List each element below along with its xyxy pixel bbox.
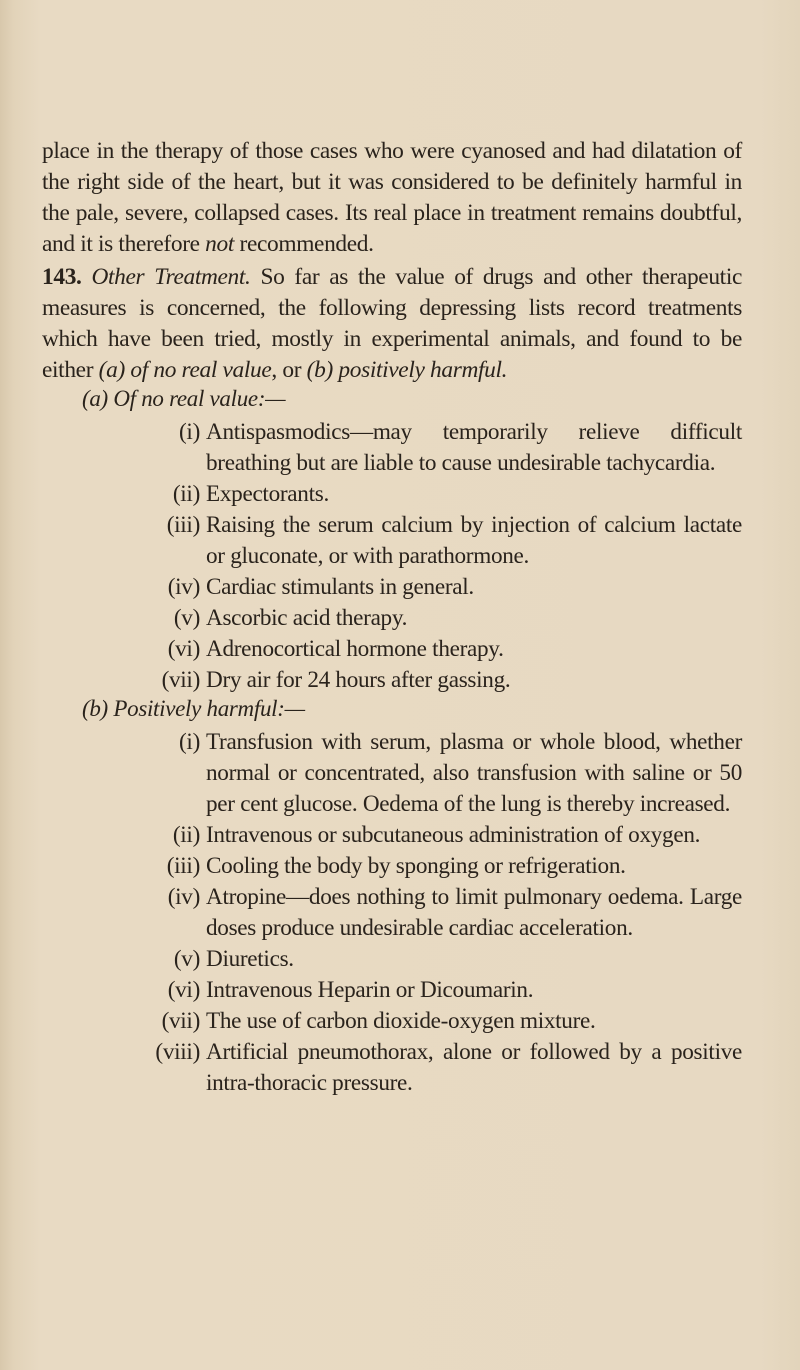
group-a-label: (a) Of no real value:— [82,386,286,411]
item-text: Atropine—does nothing to limit pulmonary oedema. Large doses produce undesirable cardiac acceleration. [206,884,742,941]
section-143-paragraph [42,262,742,386]
emphasis-not: not [205,231,235,257]
text: , or [271,357,307,383]
item-text: Cardiac stimulants in general. [206,574,474,600]
item-text: Expectorants. [206,481,329,507]
item-text: Antispasmodics—may temporarily relieve difficult breathing but are liable to cause undesirable tachycardia. [206,419,742,476]
item-text: Raising the serum calcium by injection of calcium lactate or gluconate, or with parathormone. [206,512,742,569]
item-text: Intravenous or subcutaneous administration of oxygen. [206,822,701,848]
item-number: (vi) [167,636,200,662]
item-text: Ascorbic acid therapy. [206,605,408,631]
item-number: (vii) [161,667,200,693]
text: recommended. [234,231,374,257]
opening-paragraph [42,136,742,260]
item-text: Cooling the body by sponging or refrigeration. [206,853,626,879]
item-number: (vii) [161,1008,200,1034]
item-text: Intravenous Heparin or Dicoumarin. [206,977,534,1003]
emphasis: (b) positively harmful. [306,357,508,383]
item-text: Adrenocortical hormone therapy. [206,636,504,662]
item-text: Dry air for 24 hours after gassing. [206,667,511,693]
item-number: (iii) [166,512,200,538]
text: place in the therapy of those cases who were cyanosed and had dilatation of the right side of the heart, but it was considered to be definitely harmful in the pale, severe, collapsed cases. Its real place in treatment remains doubtful, and it is therefore [42,138,742,257]
item-number: (iv) [167,884,200,910]
section-title: Other Treatment. [91,264,251,290]
item-text: Transfusion with serum, plasma or whole blood, whether normal or concentrated, also transfusion with saline or 50 per cent glucose. Oedema of the lung is thereby increased. [206,729,742,817]
item-number: (iii) [166,853,200,879]
item-number: (i) [179,729,200,755]
item-text: Diuretics. [206,946,294,972]
item-number: (v) [173,605,200,631]
item-number: (viii) [155,1039,200,1065]
item-number: (vi) [167,977,200,1003]
group-b-label: (b) Positively harmful:— [82,696,305,721]
item-number: (ii) [172,822,200,848]
item-text: The use of carbon dioxide-oxygen mixture. [206,1008,596,1034]
item-text: Artificial pneumothorax, alone or followed by a positive intra-thoracic pressure. [206,1039,742,1096]
item-number: (iv) [167,574,200,600]
emphasis: (a) of no real value [98,357,272,383]
item-number: (v) [173,946,200,972]
item-number: (i) [179,419,200,445]
item-number: (ii) [172,481,200,507]
text: So far as the value of drugs and other therapeutic measures is concerned, the following depressing lists record treatments which have been tried, mostly in experimental animals, and found to be either [42,264,742,383]
section-number: 143. [42,264,82,290]
